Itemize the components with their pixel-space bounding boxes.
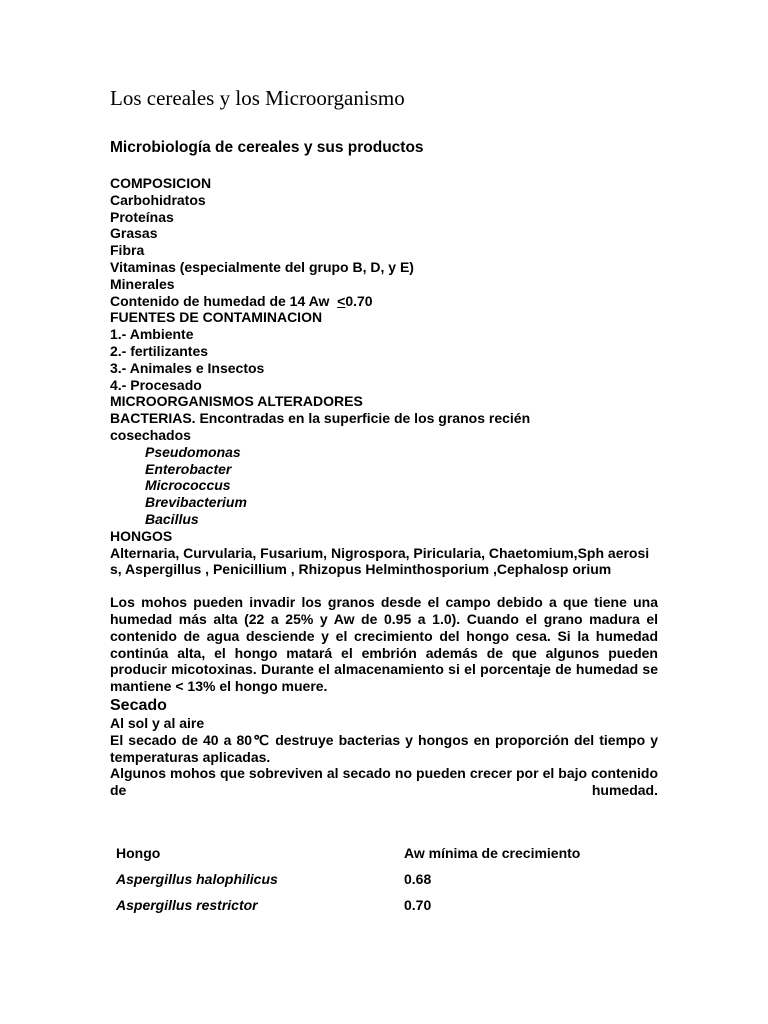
bacteria-genus: Pseudomonas	[145, 443, 241, 460]
table-cell-hongo: Aspergillus restrictor	[116, 897, 258, 913]
hongos-list: Alternaria, Curvularia, Fusarium, Nigrospora, Piricularia, Chaetomium,Sph aerosis, Aspergillus , Penicillium , Rhizopus Helminthosporium ,Cephalosp orium	[110, 544, 650, 578]
composicion-heading: COMPOSICION	[110, 175, 212, 191]
table-cell-aw: 0.68	[404, 871, 432, 887]
bacteria-genus: Brevibacterium	[145, 494, 247, 511]
secado-line: Al sol y al aire	[110, 714, 205, 731]
bacteria-genus: Micrococcus	[145, 477, 231, 494]
composicion-item: Fibra	[110, 242, 145, 259]
table-header-aw: Aw mínima de crecimiento	[404, 845, 581, 861]
composicion-item: Minerales	[110, 275, 175, 292]
fuentes-item: 2.- fertilizantes	[110, 342, 209, 359]
spacer	[110, 578, 658, 594]
document-body	[110, 175, 658, 799]
humedad-prefix: Contenido de humedad de 14 Aw	[110, 292, 338, 309]
mohos-paragraph: Los mohos pueden invadir los granos desde el campo debido a que tiene una humedad más alta (22 a 25% y Aw de 0.95 a 1.0). Cuando el grano madura el contenido de agua desciende y el crecimiento del hongo cesa. Si la humedad continúa alta, el hongo matará el embrión además de que algunos pueden producir micotoxinas. Durante el almacenamiento si el porcentaje de humedad se mantiene < 13% el hongo muere.	[110, 594, 658, 695]
aw-table	[116, 840, 580, 918]
bacterias-line: cosechados	[110, 426, 191, 443]
table-cell-hongo: Aspergillus halophilicus	[116, 871, 278, 887]
fuentes-item: 4.- Procesado	[110, 376, 202, 393]
composicion-item: Proteínas	[110, 208, 174, 225]
bacterias-line: BACTERIAS. Encontradas en la superficie de los granos recién	[110, 410, 531, 427]
composicion-item: Carbohidratos	[110, 191, 206, 208]
humedad-line	[110, 293, 658, 310]
composicion-item: Grasas	[110, 225, 158, 242]
table-header-row	[116, 840, 580, 866]
hongos-heading: HONGOS	[110, 527, 173, 544]
table-cell-aw: 0.70	[404, 897, 432, 913]
fuentes-item: 3.- Animales e Insectos	[110, 359, 265, 376]
table-row	[116, 892, 580, 918]
bacteria-genus: Enterobacter	[145, 460, 232, 477]
composicion-item: Vitaminas (especialmente del grupo B, D, y E)	[110, 258, 414, 275]
document-subtitle: Microbiología de cereales y sus productos	[110, 139, 424, 156]
humedad-value: 0.70	[345, 292, 373, 309]
alteradores-heading: MICROORGANISMOS ALTERADORES	[110, 393, 363, 410]
bacteria-genus: Bacillus	[145, 510, 199, 527]
secado-heading: Secado	[110, 696, 167, 714]
table-header-hongo: Hongo	[116, 845, 161, 861]
document-title: Los cereales y los Microorganismo	[110, 86, 405, 110]
secado-paragraph-2: Algunos mohos que sobreviven al secado no pueden crecer por el bajo contenido de humedad.	[110, 765, 658, 799]
fuentes-item: 1.- Ambiente	[110, 326, 194, 343]
secado-paragraph-1: El secado de 40 a 80℃ destruye bacterias y hongos en proporción del tiempo y temperaturas aplicadas.	[110, 731, 658, 765]
table-row	[116, 866, 580, 892]
fuentes-heading: FUENTES DE CONTAMINACION	[110, 309, 323, 326]
humedad-symbol: <	[337, 292, 346, 309]
